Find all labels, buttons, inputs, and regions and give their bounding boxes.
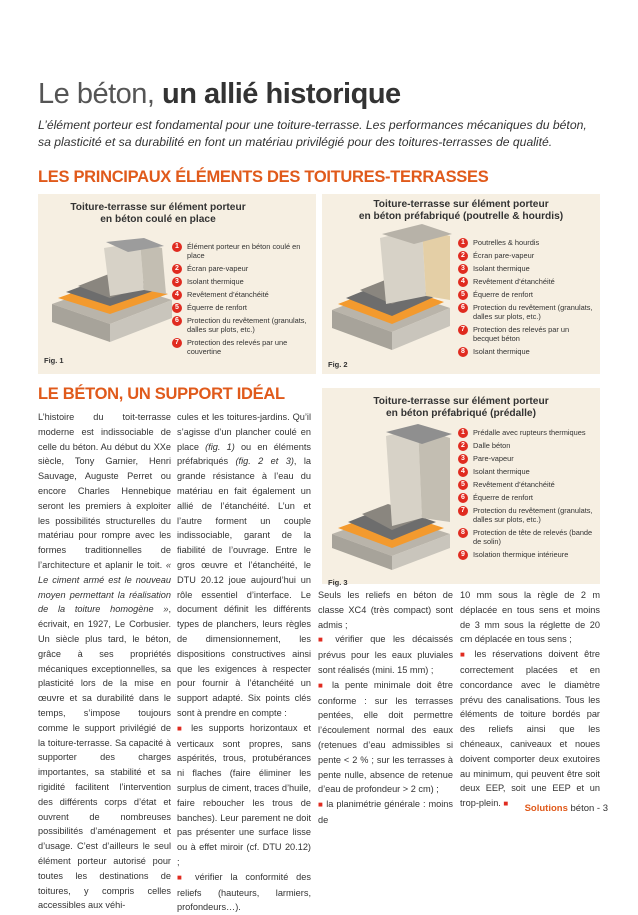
paragraph [38, 410, 171, 913]
legend-number: 4 [458, 467, 468, 477]
legend-text: Prédalle avec rupteurs thermiques [473, 428, 586, 437]
figure-1-title [58, 202, 258, 226]
text-run: , la grande résistance à l’eau du matériau en fait également un allié de l’étanchéité. L’un et l’autre forment un couple indissociable, garant de la fiabilité de l’ouvrage. Entre le gros œuvre et l’étanchéité, le DTU 20.12 joue aujourd’hui un rôle essentiel d’interface. Le document définit les différents types de planchers, leurs règles de dimensionnement, les dispositions constructives ainsi que les exigences à respecter pour fournir à l’étanchéité un support adapté. Six points clés sont à prendre en compte : [177, 456, 311, 718]
figure-2 [322, 194, 600, 374]
figure-2-title-line: en béton préfabriqué (poutrelle & hourdis) [358, 211, 564, 222]
legend-text: Isolant thermique [187, 277, 244, 286]
legend-number: 5 [172, 303, 182, 313]
bullet-item [318, 797, 453, 828]
footer-brand: Solutions [524, 803, 568, 814]
legend-number: 1 [172, 242, 182, 252]
figure-3-title [332, 396, 590, 420]
figure-2-legend [458, 238, 596, 360]
legend-text: Élément porteur en béton coulé en place [187, 242, 301, 260]
text-run: vérifier que les décaissés prévus pour les eaux pluviales sont réalisés (mini. 15 mm) ; [318, 634, 454, 675]
legend-item [458, 251, 596, 260]
legend-text: Isolant thermique [473, 347, 530, 356]
roof-cross-section-illustration [326, 422, 456, 572]
legend-text: Protection de tête de relevés (bande de solin) [473, 528, 593, 546]
legend-text: Pare-vapeur [473, 454, 514, 463]
body-column-2 [177, 410, 311, 913]
legend-number: 1 [458, 428, 468, 438]
legend-text: Revêtement d’étanchéité [473, 480, 555, 489]
figure-3-label-text: Fig. 3 [328, 578, 348, 587]
figure-3 [322, 388, 600, 587]
text-run: les réservations doivent être correctement placées et en concordance avec le diamètre prévu des canalisations. Tous les éléments de toiture bordés par des reliefs ainsi que les chéneaux, caniveaux et noues doivent comporter deux exutoires au minimum, qui peuvent être soit deux EEP, soit une EEP et un trop-plein. [460, 649, 600, 809]
figure-3-legend [458, 428, 596, 563]
legend-number: 3 [458, 264, 468, 274]
legend-number: 7 [458, 325, 468, 335]
legend-item [458, 506, 596, 524]
figure-1 [38, 194, 316, 374]
legend-number: 4 [172, 290, 182, 300]
legend-text: Équerre de renfort [473, 290, 533, 299]
text-run: les supports horizontaux et verticaux sont propres, sans aspérités, trous, protubérances ni flaches (faire éliminer les surplus de ciment, traces d’huile, faire reboucher les trous de banches). Leur parement ne doit pas présenter une surface lisse ou à effet miroir (cf. DTU 20.12) ; [177, 722, 311, 867]
bullet-square-icon: ■ [460, 650, 469, 660]
legend-item [458, 277, 596, 286]
legend-number: 9 [458, 550, 468, 560]
figure-1-legend [172, 242, 312, 360]
bullet-item [177, 870, 311, 915]
page-footer [525, 803, 608, 814]
legend-text: Revêtement d’étanchéité [473, 277, 555, 286]
legend-text: Isolant thermique [473, 467, 530, 476]
bullet-item [318, 678, 453, 797]
legend-item [458, 428, 596, 437]
page-title [38, 78, 401, 111]
figure-1-label-text: Fig. 1 [44, 356, 64, 365]
figure-reference: (fig. 1) [205, 441, 235, 452]
figure-2-title-line: Toiture-terrasse sur élément porteur [373, 199, 549, 210]
legend-number: 6 [172, 316, 182, 326]
figure-2-title [332, 199, 590, 223]
figure-3-title-line: Toiture-terrasse sur élément porteur [373, 396, 549, 407]
legend-item [172, 316, 312, 334]
legend-item [458, 347, 596, 356]
legend-text: Écran pare-vapeur [473, 251, 535, 260]
text-run: cules et les toitures-jardins. Qu’il s’agisse d’un plancher coulé en place [177, 412, 311, 452]
figure-2-label [328, 354, 348, 372]
legend-item [172, 264, 312, 273]
legend-item [458, 480, 596, 489]
figure-1-title-line: Toiture-terrasse sur élément porteur [70, 202, 246, 213]
legend-number: 5 [458, 480, 468, 490]
legend-number: 8 [458, 528, 468, 538]
bullet-item [460, 647, 600, 812]
legend-text: Équerre de renfort [473, 493, 533, 502]
legend-text: Dalle béton [473, 441, 511, 450]
legend-text: Protection des relevés par un becquet béton [473, 325, 570, 343]
quote: « Le ciment armé est le nouveau moyen permettant la réalisation de la toiture homogène » [38, 559, 171, 615]
legend-item [458, 325, 596, 343]
legend-item [458, 493, 596, 502]
legend-item [172, 338, 312, 356]
legend-item [172, 242, 312, 260]
title-light: Le béton, [38, 78, 155, 110]
legend-item [458, 550, 596, 559]
legend-item [172, 303, 312, 312]
legend-text: Protection du revêtement (granulats, dalles sur plots, etc.) [473, 506, 593, 524]
legend-text: Isolation thermique intérieure [473, 550, 569, 559]
text-run: vérifier la conformité des reliefs (hauteurs, larmiers, profondeurs…). [177, 871, 311, 913]
footer-page-number: béton - 3 [570, 803, 608, 814]
legend-number: 4 [458, 277, 468, 287]
legend-number: 2 [458, 441, 468, 451]
legend-number: 5 [458, 290, 468, 300]
legend-item [458, 238, 596, 247]
roof-cross-section-illustration [326, 228, 456, 356]
legend-item [458, 303, 596, 321]
legend-text: Écran pare-vapeur [187, 264, 249, 273]
roof-cross-section-illustration [44, 242, 182, 352]
legend-text: Protection du revêtement (granulats, dalles sur plots, etc.) [187, 316, 307, 334]
legend-number: 7 [458, 506, 468, 516]
legend-item [172, 290, 312, 299]
legend-number: 2 [172, 264, 182, 274]
paragraph: 10 mm sous la règle de 2 m déplacée en tous sens et moins de 3 mm sous la réglette de 20 cm déplacée en tous sens ; [460, 590, 600, 645]
legend-text: Protection des relevés par une couvertine [187, 338, 288, 356]
text-run: , écrivait, en 1927, Le Corbusier. Un siècle plus tard, le béton, grâce à ses propriétés mécaniques exceptionnelles, sa plasticité lors de la mise en œuvre et sa durabilité dans le temps, s’impose toujours comme le support privilégié de la toiture-terrasse. Sa capacité à supporter des charges importantes, sa stabilité et sa rigidité facilitent l’intervention des différents corps d’état et ouvrent de nombreuses possibilités d’aménagement et d’usage. C’est d’ailleurs le seul élément porteur autorisé pour toutes les destinations de toitures, y compris celles accessibles aux véhi- [38, 604, 171, 911]
paragraph [177, 410, 311, 721]
bullet-item [177, 721, 311, 870]
text-run: la planimétrie générale : moins de [318, 799, 453, 825]
body-column-1 [38, 410, 171, 911]
legend-number: 2 [458, 251, 468, 261]
legend-text: Isolant thermique [473, 264, 530, 273]
bullet-square-icon: ■ [177, 723, 186, 733]
body-column-3 [318, 588, 454, 825]
bullet-item [318, 632, 453, 677]
legend-text: Poutrelles & hourdis [473, 238, 540, 247]
paragraph: Seuls les reliefs en béton de classe XC4 (très compact) sont admis ; [318, 590, 453, 630]
legend-item [458, 528, 596, 546]
section-heading-support: LE BÉTON, UN SUPPORT IDÉAL [38, 385, 285, 403]
end-mark-icon: ■ [503, 799, 509, 809]
legend-number: 6 [458, 303, 468, 313]
legend-text: Protection du revêtement (granulats, dalles sur plots, etc.) [473, 303, 593, 321]
text-run: L’histoire du toit-terrasse moderne est indissociable de celle du béton. Au début du XXe siècle, Tony Garnier, Henri Sauvage, Auguste Perret ou encore Charles Hennebique seront les premiers à exploiter les possibilités structurelles du matériau pour rompre avec les formes traditionnelles de l’architecture et aplanir le toit. [38, 412, 171, 570]
legend-number: 6 [458, 493, 468, 503]
legend-text: Équerre de renfort [187, 303, 247, 312]
figure-reference: (fig. 2 et 3) [235, 456, 294, 467]
legend-item [172, 277, 312, 286]
text-run: ou en éléments préfabriqués [177, 441, 311, 467]
bullet-square-icon: ■ [318, 800, 324, 810]
legend-number: 3 [458, 454, 468, 464]
figure-3-title-line: en béton préfabriqué (prédalle) [385, 408, 536, 419]
legend-number: 8 [458, 347, 468, 357]
section-heading-elements: LES PRINCIPAUX ÉLÉMENTS DES TOITURES-TERRASSES [38, 168, 489, 186]
bullet-square-icon: ■ [177, 872, 188, 882]
legend-item [458, 454, 596, 463]
figure-1-label [44, 350, 64, 368]
legend-item [458, 264, 596, 273]
figure-2-label-text: Fig. 2 [328, 360, 348, 369]
legend-item [458, 441, 596, 450]
figure-1-title-line: en béton coulé en place [100, 214, 216, 225]
legend-item [458, 290, 596, 299]
bullet-square-icon: ■ [318, 635, 328, 645]
legend-number: 7 [172, 338, 182, 348]
intro-paragraph: L’élément porteur est fondamental pour une toiture-terrasse. Les performances mécaniques du béton, sa plasticité et sa durabilité en font un matériau privilégié pour des toitures-terrasses de qualité. [38, 118, 587, 149]
legend-number: 1 [458, 238, 468, 248]
title-bold: un allié historique [162, 78, 401, 110]
bullet-square-icon: ■ [318, 680, 327, 690]
legend-item [458, 467, 596, 476]
legend-number: 3 [172, 277, 182, 287]
legend-text: Revêtement d’étanchéité [187, 290, 269, 299]
text-run: la pente minimale doit être conforme : sur les terrasses pentées, elle doit permettre l’écoulement normal des eaux (retenues d’eau admissibles si pente < 2 % ; sur les terrasses à pente nulle, absence de retenue d’eau de profondeur > 2 cm) ; [318, 679, 453, 795]
